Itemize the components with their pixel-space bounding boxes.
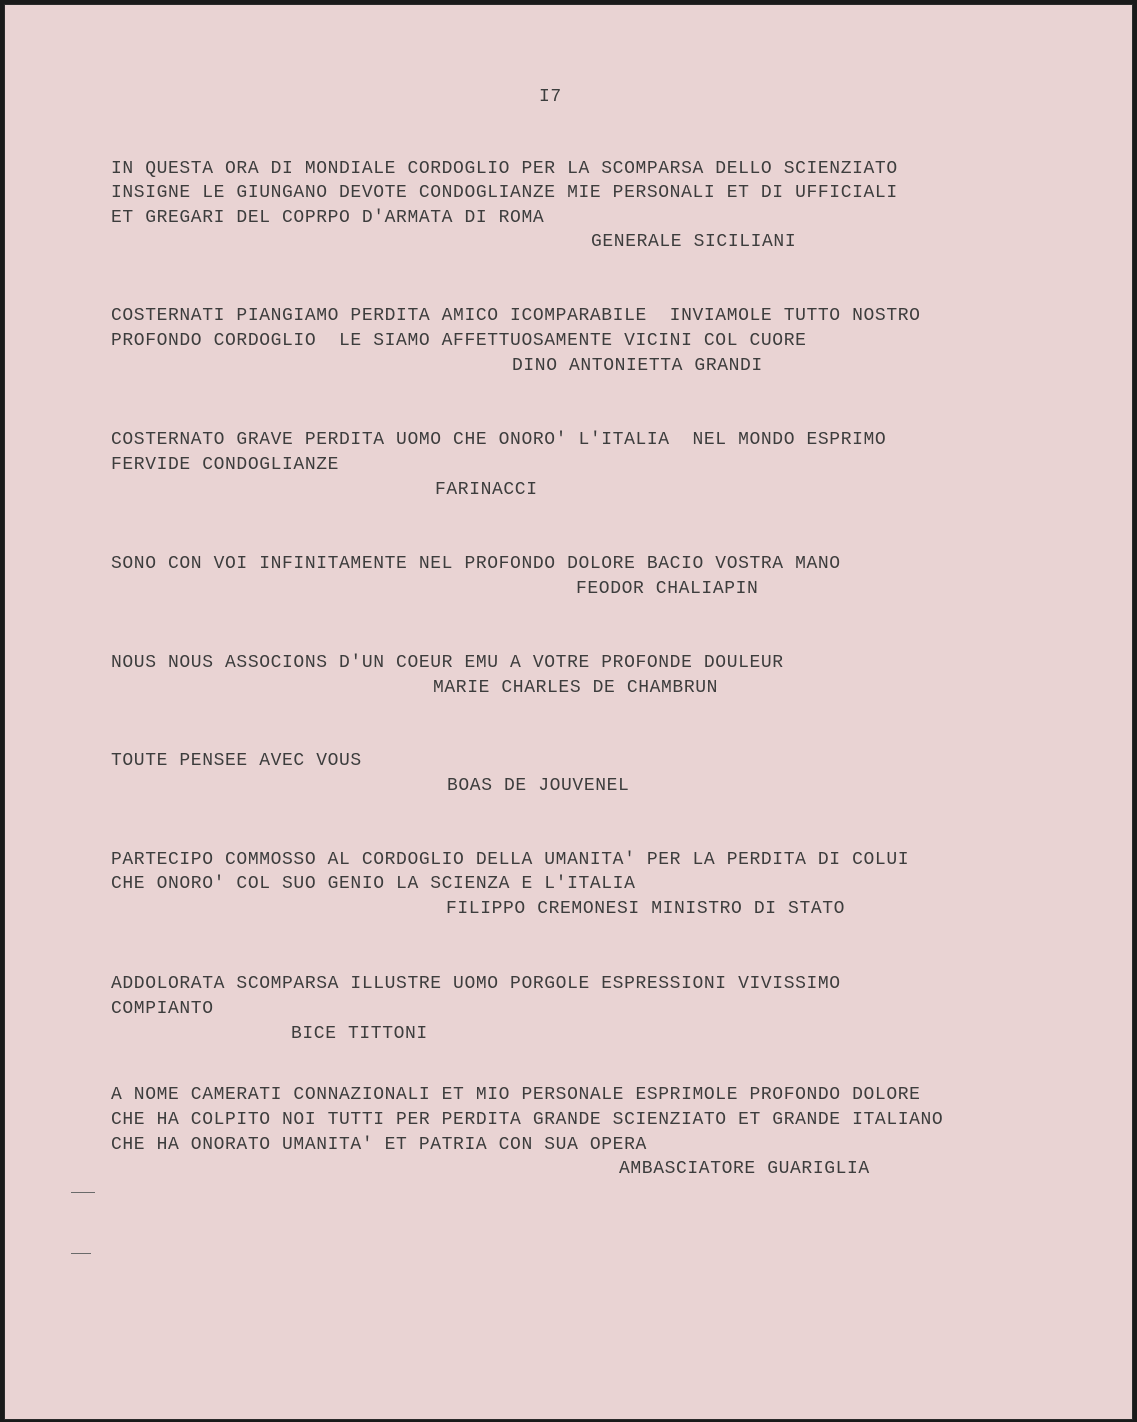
page-number: I7 — [539, 87, 562, 107]
message-4-line-1: SONO CON VOI INFINITAMENTE NEL PROFONDO DOLORE BACIO VOSTRA MANO — [111, 554, 841, 574]
message-9-line-1: A NOME CAMERATI CONNAZIONALI ET MIO PERSONALE ESPRIMOLE PROFONDO DOLORE — [111, 1085, 921, 1105]
message-3-line-2: FERVIDE CONDOGLIANZE — [111, 455, 340, 475]
message-2-line-2: PROFONDO CORDOGLIO LE SIAMO AFFETTUOSAMENTE VICINI COL CUORE — [111, 331, 807, 351]
message-3-line-1: COSTERNATO GRAVE PERDITA UOMO CHE ONORO' L'ITALIA NEL MONDO ESPRIMO — [111, 430, 887, 450]
message-3-signature: FARINACCI — [435, 480, 538, 500]
message-5-line-1: NOUS NOUS ASSOCIONS D'UN COEUR EMU A VOTRE PROFONDE DOULEUR — [111, 653, 784, 673]
message-1-line-2: INSIGNE LE GIUNGANO DEVOTE CONDOGLIANZE MIE PERSONALI ET DI UFFICIALI — [111, 183, 898, 203]
message-9-line-3: CHE HA ONORATO UMANITA' ET PATRIA CON SUA OPERA — [111, 1135, 647, 1155]
message-5-signature: MARIE CHARLES DE CHAMBRUN — [433, 678, 719, 698]
message-6-line-1: TOUTE PENSEE AVEC VOUS — [111, 751, 362, 771]
message-8-line-2: COMPIANTO — [111, 999, 214, 1019]
message-8-signature: BICE TITTONI — [291, 1024, 428, 1044]
margin-mark — [71, 1253, 91, 1254]
margin-mark — [71, 1192, 95, 1193]
message-1-line-1: IN QUESTA ORA DI MONDIALE CORDOGLIO PER LA SCOMPARSA DELLO SCIENZIATO — [111, 159, 898, 179]
message-9-signature: AMBASCIATORE GUARIGLIA — [619, 1159, 870, 1179]
message-9-line-2: CHE HA COLPITO NOI TUTTI PER PERDITA GRANDE SCIENZIATO ET GRANDE ITALIANO — [111, 1110, 944, 1130]
message-1-signature: GENERALE SICILIANI — [591, 232, 797, 252]
message-2-signature: DINO ANTONIETTA GRANDI — [512, 356, 763, 376]
message-1-line-3: ET GREGARI DEL COPRPO D'ARMATA DI ROMA — [111, 208, 545, 228]
message-7-line-2: CHE ONORO' COL SUO GENIO LA SCIENZA E L'ITALIA — [111, 874, 636, 894]
document-page — [4, 4, 1133, 1420]
message-8-line-1: ADDOLORATA SCOMPARSA ILLUSTRE UOMO PORGOLE ESPRESSIONI VIVISSIMO — [111, 974, 841, 994]
message-6-signature: BOAS DE JOUVENEL — [447, 776, 630, 796]
message-7-signature: FILIPPO CREMONESI MINISTRO DI STATO — [446, 899, 846, 919]
message-2-line-1: COSTERNATI PIANGIAMO PERDITA AMICO ICOMPARABILE INVIAMOLE TUTTO NOSTRO — [111, 306, 921, 326]
message-7-line-1: PARTECIPO COMMOSSO AL CORDOGLIO DELLA UMANITA' PER LA PERDITA DI COLUI — [111, 850, 910, 870]
message-4-signature: FEODOR CHALIAPIN — [576, 579, 759, 599]
